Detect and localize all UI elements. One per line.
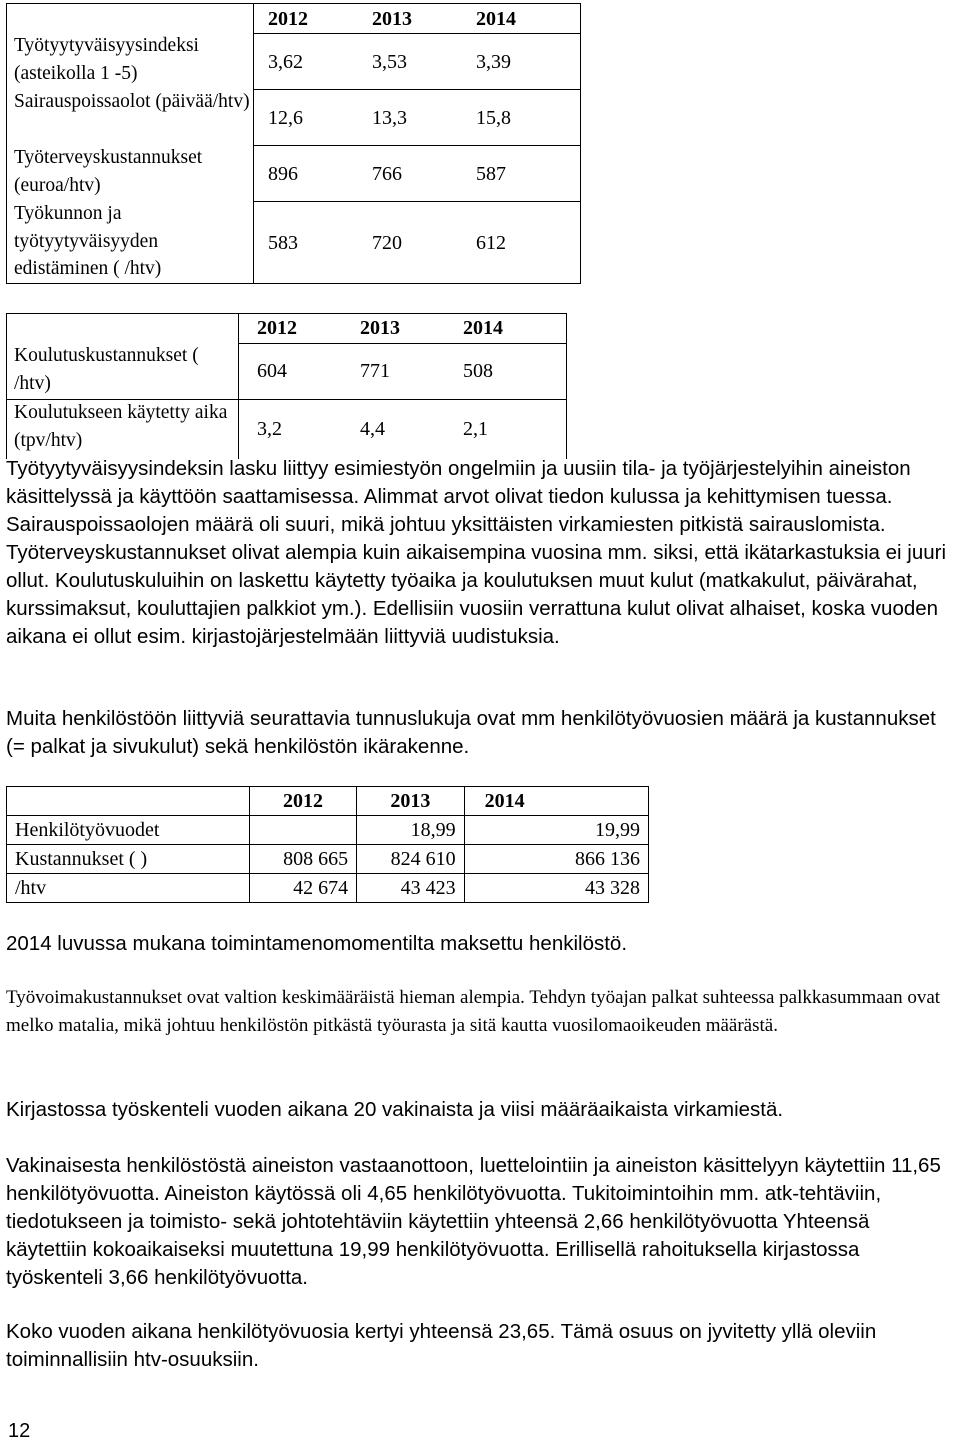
value-cell: 771 xyxy=(360,359,390,382)
value-cell: 13,3 xyxy=(372,106,407,129)
paragraph-indicators: Muita henkilöstöön liittyviä seurattavia tunnuslukuja ovat mm henkilötyövuosien määrä ja kustannukset (= palkat ja sivukulut) sekä henkilöstön ikärakenne. xyxy=(6,707,936,758)
header-cell: 2012 xyxy=(249,787,356,816)
value-cell: 824 610 xyxy=(357,845,465,874)
row-label: Työterveyskustannukset (euroa/htv) xyxy=(14,147,203,196)
table-row xyxy=(254,202,580,285)
row-label: Kustannukset ( ) xyxy=(7,845,250,874)
paragraph-analysis: Työtyytyväisyysindeksin lasku liittyy esimiestyön ongelmiin ja uusiin tila- ja työjärjestelyihin aineiston käsittelyssä ja käyttöön saattamisessa. Alimmat arvot olivat tiedon kulussa ja kehittymisen tuessa. Sairauspoissaolojen määrä oli suuri, mikä johtuu yksittäisten virkamiesten pitkistä sairauslomista. Työterveyskustannukset olivat alempia kuin aikaisempina vuosina mm. siksi, että ikätarkastuksia ei juuri ollut. Koulutuskuluihin on laskettu käytetty työaika ja koulutuksen muut kulut (matkakulut, päivärahat, kurssimaksut, kouluttajien palkkiot ym.). Edellisiin vuosiin verrattuna kulut olivat alhaiset, koska vuoden aikana ei ollut esim. kirjastojärjestelmään liittyviä uudistuksia. xyxy=(6,457,946,648)
year-2013: 2013 xyxy=(372,7,412,30)
table-row xyxy=(239,343,566,399)
value-cell: 720 xyxy=(372,232,402,254)
value-cell: 604 xyxy=(257,359,287,382)
training-values xyxy=(239,314,566,457)
training-table-right-line xyxy=(566,313,567,459)
year-2013: 2013 xyxy=(360,317,400,339)
value-cell: 12,6 xyxy=(268,106,303,129)
table-row xyxy=(239,401,566,457)
row-label: Henkilötyövuodet xyxy=(7,816,250,845)
value-cell: 3,2 xyxy=(257,417,282,440)
paragraph-staff-count: Kirjastossa työskenteli vuoden aikana 20 vakinaista ja viisi määräaikaista virkamiestä. xyxy=(6,1098,784,1121)
value-cell: 15,8 xyxy=(476,106,511,129)
training-labels xyxy=(14,342,236,456)
value-cell: 587 xyxy=(476,162,506,185)
value-cell xyxy=(249,816,356,845)
row-label: Työtyytyväisyysindeksi (asteikolla 1 -5) xyxy=(14,35,199,84)
value-cell: 43 423 xyxy=(357,874,465,903)
paragraph-work-allocation: Vakinaisesta henkilöstöstä aineiston vastaanottoon, luettelointiin ja aineiston käsittelyyn käytettiin 11,65 henkilötyövuotta. Aineiston käytössä oli 4,65 henkilötyövuotta. Tukitoimintoihin mm. atk-tehtäviin, tiedotukseen ja toimisto- sekä johtotehtäviin käytettiin yhteensä 2,66 henkilötyövuotta Yhteensä käytettiin kokoaikaiseksi muutettuna 19,99 henkilötyövuotta. Erillisellä rahoituksella kirjastossa työskenteli 3,66 henkilötyövuotta. xyxy=(6,1154,941,1289)
value-cell: 43 328 xyxy=(464,874,648,903)
year-row xyxy=(254,4,580,34)
value-cell: 766 xyxy=(372,162,402,185)
year-2012: 2012 xyxy=(268,7,308,30)
table-row xyxy=(254,90,580,146)
wellbeing-values xyxy=(254,4,580,285)
value-cell: 19,99 xyxy=(464,816,648,845)
value-cell: 4,4 xyxy=(360,417,385,440)
value-cell: 808 665 xyxy=(249,845,356,874)
row-label: /htv xyxy=(7,874,250,903)
value-cell: 866 136 xyxy=(464,845,648,874)
row-label: Työkunnon ja työtyytyväisyyden edistäminen ( /htv) xyxy=(14,203,162,279)
row-label: Koulutukseen käytetty aika (tpv/htv) xyxy=(14,402,228,451)
year-2012: 2012 xyxy=(257,317,297,339)
paragraph-total: Koko vuoden aikana henkilötyövuosia kertyi yhteensä 23,65. Tämä osuus on jyvitetty yllä oleviin toiminnallisiin htv-osuuksiin. xyxy=(6,1320,877,1371)
value-cell: 583 xyxy=(268,232,298,254)
table-row xyxy=(7,845,649,874)
training-table-left-line xyxy=(6,313,7,459)
value-cell: 508 xyxy=(463,359,493,382)
year-row xyxy=(239,314,566,343)
row-label: Sairauspoissaolot (päivää/htv) xyxy=(14,91,250,112)
table-row xyxy=(7,874,649,903)
row-label: Koulutuskustannukset ( /htv) xyxy=(14,345,199,394)
value-cell: 3,39 xyxy=(476,50,511,73)
value-cell: 3,62 xyxy=(268,50,303,73)
year-2014: 2014 xyxy=(463,317,503,339)
personnel-table xyxy=(6,786,649,903)
table-row xyxy=(254,34,580,90)
table-row xyxy=(7,816,649,845)
wellbeing-labels xyxy=(14,32,250,283)
value-cell: 3,53 xyxy=(372,50,407,73)
page-number: 12 xyxy=(8,1420,31,1442)
header-cell xyxy=(7,787,250,816)
value-cell: 18,99 xyxy=(357,816,465,845)
table-header-row xyxy=(7,787,649,816)
value-cell: 896 xyxy=(268,162,298,185)
header-cell: 2013 xyxy=(357,787,465,816)
header-cell: 2014 xyxy=(464,787,648,816)
year-2014: 2014 xyxy=(476,7,516,30)
value-cell: 42 674 xyxy=(249,874,356,903)
value-cell: 2,1 xyxy=(463,417,488,440)
table-row xyxy=(254,146,580,202)
paragraph-labour-costs: Työvoimakustannukset ovat valtion keskimääräistä hieman alempia. Tehdyn työajan palkat suhteessa palkkasummaan ovat melko matalia, mikä johtuu henkilöstön pitkästä työurasta ja sitä kautta vuosilomaoikeuden määrästä. xyxy=(6,987,941,1036)
paragraph-note-2014: 2014 luvussa mukana toimintamenomomentilta maksettu henkilöstö. xyxy=(6,932,628,955)
value-cell: 612 xyxy=(476,232,506,254)
